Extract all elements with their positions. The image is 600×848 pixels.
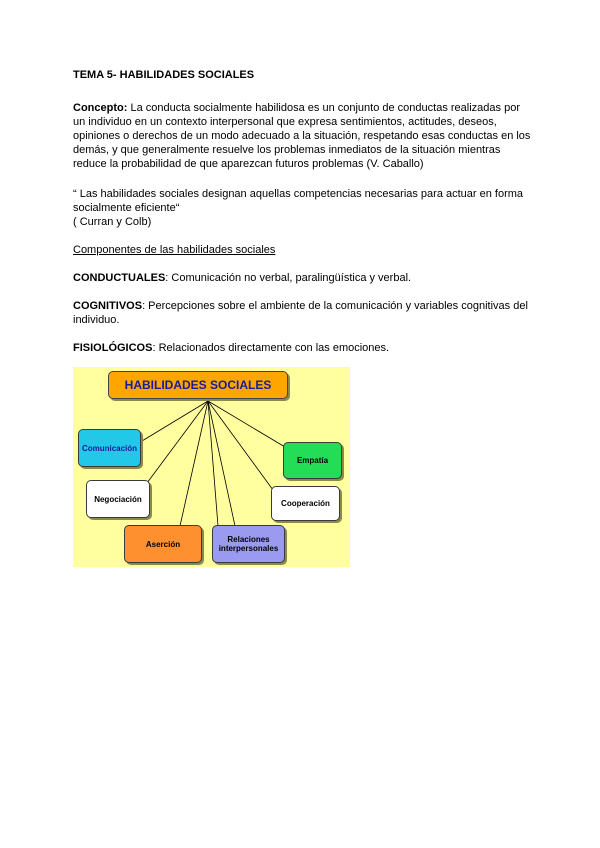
main-node: HABILIDADES SOCIALES [108, 371, 288, 399]
quote-author: ( Curran y Colb) [73, 216, 152, 228]
node-negociacion: Negociación [86, 480, 150, 518]
component-text: : Percepciones sobre el ambiente de la comunicación y variables cognitivas del individuo. [73, 300, 528, 326]
components-title: Componentes de las habilidades sociales [73, 244, 276, 256]
node-cooperacion: Cooperación [271, 486, 340, 521]
concept-paragraph [73, 101, 533, 171]
connector-comunicacion [142, 401, 208, 441]
connector-relaciones-b [208, 401, 218, 526]
concept-label: Concepto: [73, 102, 128, 114]
component-text: : Relacionados directamente con las emociones. [152, 342, 390, 354]
node-relaciones: Relaciones interpersonales [212, 525, 285, 563]
connector-empatia [208, 401, 285, 447]
quote-text: “ Las habilidades sociales designan aquellas competencias necesarias para actuar en forma socialmente eficiente“ [73, 188, 524, 214]
component-cognitivos [73, 299, 533, 327]
document-body [73, 68, 533, 369]
habilidades-diagram [73, 367, 350, 567]
component-label: FISIOLÓGICOS [73, 342, 153, 354]
component-label: COGNITIVOS [73, 300, 143, 312]
concept-text: La conducta socialmente habilidosa es un conjunto de conductas realizadas por un individuo en un contexto interpersonal que expresa sentimientos, actitudes, deseos, opiniones o derechos de un modo adecuado a la situación, respetando esas conductas en los demás, y que generalmente resuelve los problemas inmediatos de la situación mientras reduce la probabilidad de que aparezcan futuros problemas (V. Caballo) [73, 102, 531, 170]
node-asercion: Aserción [124, 525, 202, 563]
component-fisiologicos [73, 341, 533, 355]
component-text: : Comunicación no verbal, paralingüística y verbal. [165, 272, 412, 284]
document-title: TEMA 5- HABILIDADES SOCIALES [73, 69, 255, 81]
component-label: CONDUCTUALES [73, 272, 166, 284]
node-comunicacion: Comunicación [78, 429, 141, 467]
component-conductuales [73, 271, 533, 285]
node-empatia: Empatía [283, 442, 342, 479]
